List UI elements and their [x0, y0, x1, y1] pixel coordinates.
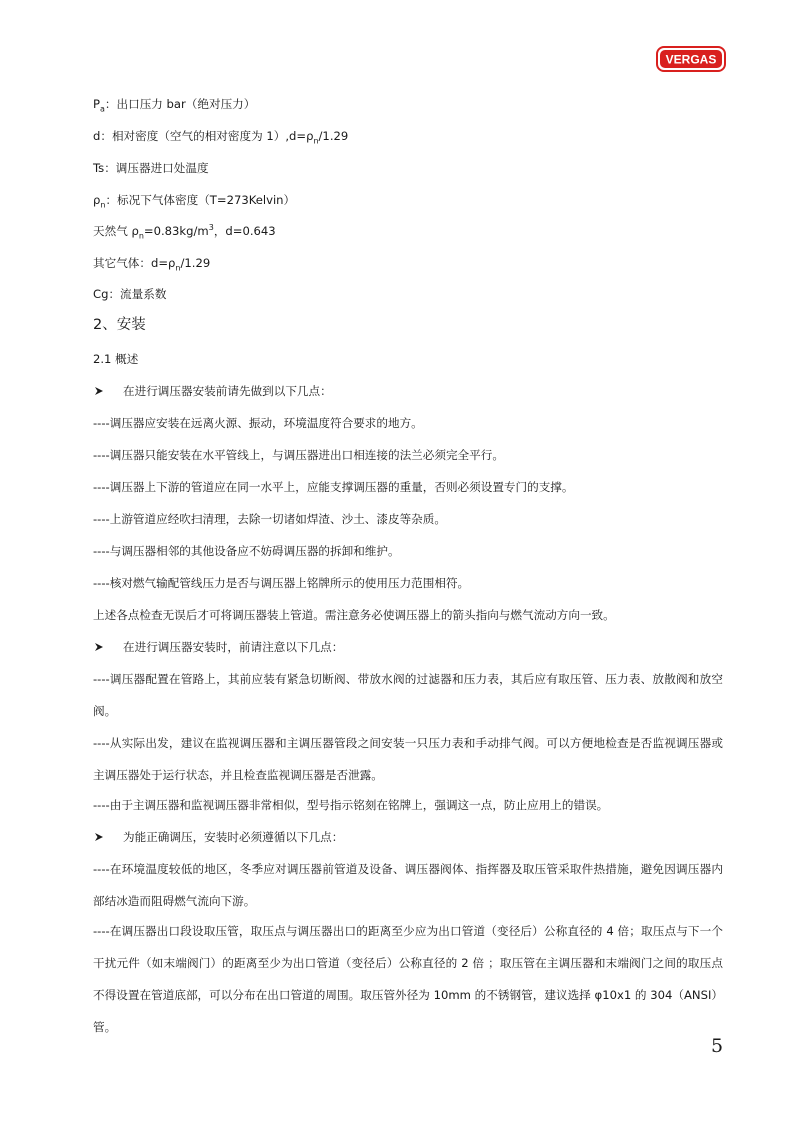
paragraph-low-temperature: ----在环境温度较低的地区，冬季应对调压器前管道及设备、调压器阀体、指挥器及取压管采取件热措施，避免因调压器内部结冰造而阻碍燃气流向下游。: [93, 862, 723, 908]
paragraph-nameplate: ----由于主调压器和监视调压器非常相似，型号指示铭刻在铭牌上，强调这一点，防止应用上的错误。: [93, 798, 609, 812]
arrow-bullet-icon: [94, 642, 104, 652]
logo-text: VERGAS: [665, 52, 717, 67]
definition-other-gas: 其它气体：$d=\rho_n/1.29$: [93, 256, 211, 273]
list-item: ----调压器上下游的管道应在同一水平上，应能支撑调压器的重量，否则必须设置专门的支撑。: [93, 480, 574, 494]
list-item: ----调压器应安装在远离火源、振动，环境温度符合要求的地方。: [93, 416, 423, 430]
paragraph-pressure-tap: ----在调压器出口段设取压管，取压点与调压器出口的距离至少应为出口管道（变径后）公称直径的 4 倍；取压点与下一个干扰元件（如末端阀门）的距离至少为出口管道（变径后）公称直径的 2 倍 ；取压管在主调压器和末端阀门之间的取压点不得设置在管道底部，可以分布在出口管道的周围。取压管外径为 10mm 的不锈钢管，建议选择 φ10x1 的 304（ANSI）管。: [93, 924, 723, 1034]
note-paragraph: 上述各点检查无误后才可将调压器装上管道。需注意务必使调压器上的箭头指向与燃气流动方向一致。: [93, 608, 615, 622]
definition-cg: Cg：流量系数: [93, 287, 167, 301]
list-item: ----上游管道应经吹扫清理，去除一切诸如焊渣、沙土、漆皮等杂质。: [93, 512, 446, 526]
bullet-lead-2: 在进行调压器安装时，前请注意以下几点：: [93, 639, 343, 655]
list-item: ----核对燃气输配管线压力是否与调压器上铭牌所示的使用压力范围相符。: [93, 576, 470, 590]
definition-rho-n: $\rho_n$：标况下气体密度（T=273Kelvin）: [93, 193, 296, 210]
bullet-lead-1: 在进行调压器安装前请先做到以下几点：: [93, 383, 332, 399]
definition-natural-gas: 天然气 $\rho_n=0.83kg/m^3$，d=0.643: [93, 223, 276, 241]
vergas-logo: [656, 46, 726, 72]
definition-d: d：相对密度（空气的相对密度为 $1),d=\rho_n/1.29$: [93, 129, 349, 146]
subsection-title: 2.1 概述: [93, 352, 139, 366]
paragraph-equipment: ----调压器配置在管路上，其前应装有紧急切断阀、带放水阀的过滤器和压力表，其后应有取压管、压力表、放散阀和放空阀。: [93, 672, 723, 718]
definition-ts: Ts：调压器进口处温度: [93, 161, 209, 175]
paragraph-pressure-gauge: ----从实际出发，建议在监视调压器和主调压器管段之间安装一只压力表和手动排气阀。可以方便地检查是否监视调压器或主调压器处于运行状态，并且检查监视调压器是否泄露。: [93, 736, 723, 782]
list-item: ----与调压器相邻的其他设备应不妨碍调压器的拆卸和维护。: [93, 544, 400, 558]
page-number: 5: [711, 1035, 724, 1057]
arrow-bullet-icon: [94, 386, 104, 396]
section-title: 2、安装: [93, 317, 146, 333]
bullet-lead-3: 为能正确调压，安装时必须遵循以下几点：: [93, 829, 343, 845]
arrow-bullet-icon: [94, 832, 104, 842]
definition-pa: $P_a$：出口压力 bar（绝对压力）: [93, 97, 256, 114]
list-item: ----调压器只能安装在水平管线上，与调压器进出口相连接的法兰必须完全平行。: [93, 448, 504, 462]
